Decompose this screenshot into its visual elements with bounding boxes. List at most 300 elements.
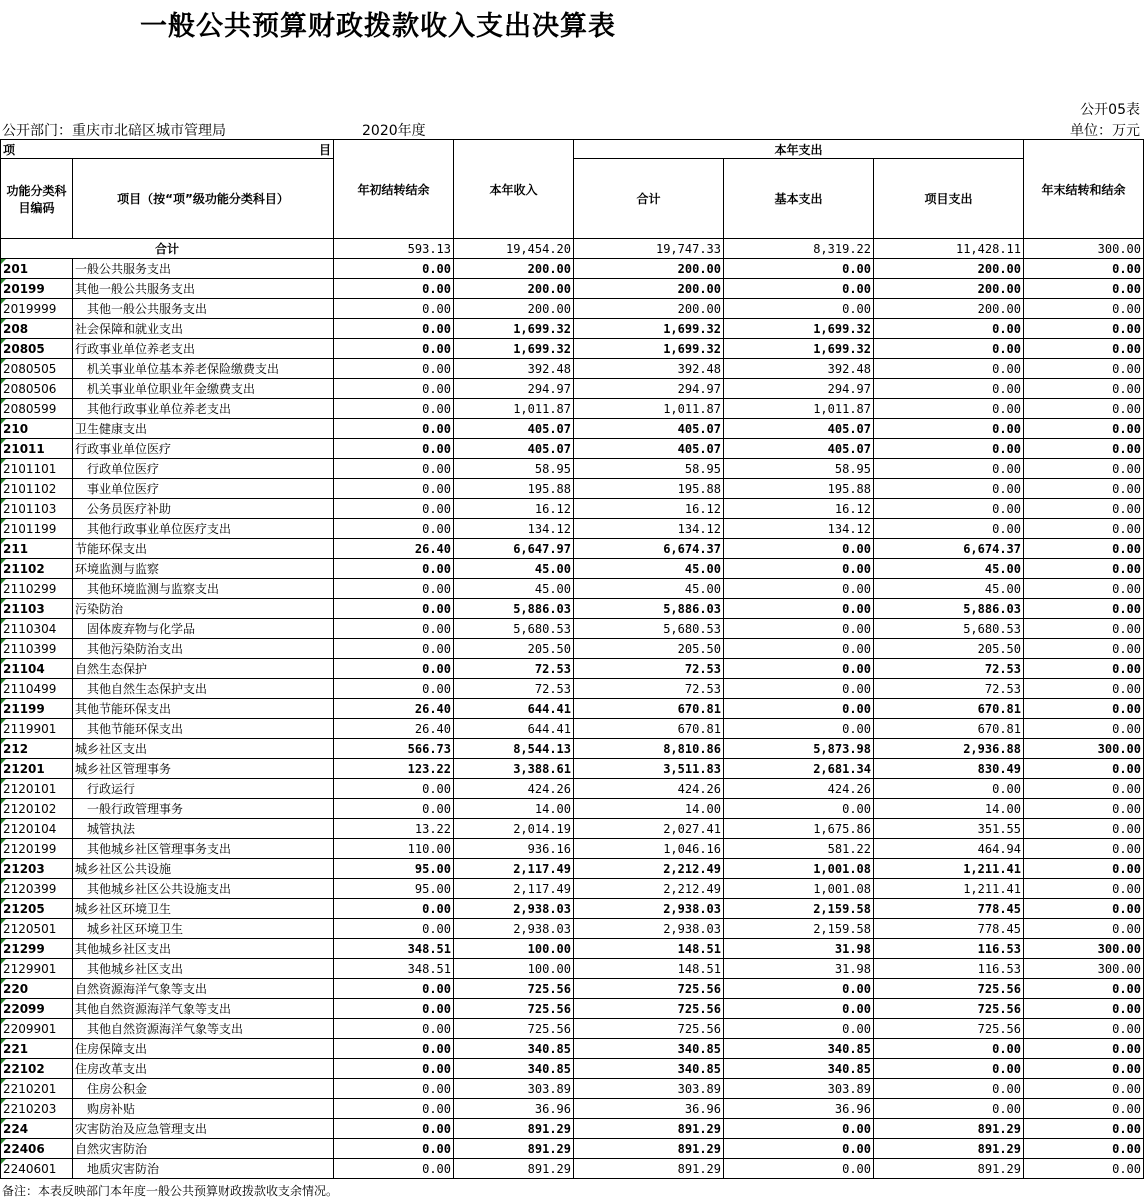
table-row <box>1 319 1144 339</box>
row-basic: 0.00 <box>724 299 874 319</box>
row-basic: 0.00 <box>724 679 874 699</box>
row-expend-total: 670.81 <box>574 719 724 739</box>
row-income: 294.97 <box>454 379 574 399</box>
row-expend-total: 148.51 <box>574 939 724 959</box>
row-expend-total: 1,011.87 <box>574 399 724 419</box>
row-income: 1,699.32 <box>454 339 574 359</box>
row-name: 一般行政管理事务 <box>73 799 334 819</box>
row-basic: 340.85 <box>724 1039 874 1059</box>
row-code: 22406 <box>1 1139 73 1159</box>
row-project: 778.45 <box>874 899 1024 919</box>
row-income: 340.85 <box>454 1059 574 1079</box>
row-expend-total: 45.00 <box>574 559 724 579</box>
row-end-balance: 0.00 <box>1024 1159 1144 1179</box>
row-name: 自然生态保护 <box>73 659 334 679</box>
row-income: 58.95 <box>454 459 574 479</box>
row-expend-total: 2,212.49 <box>574 879 724 899</box>
row-begin-balance: 0.00 <box>334 479 454 499</box>
row-end-balance: 0.00 <box>1024 1019 1144 1039</box>
table-row <box>1 1119 1144 1139</box>
row-begin-balance: 0.00 <box>334 259 454 279</box>
row-begin-balance: 0.00 <box>334 419 454 439</box>
row-end-balance: 0.00 <box>1024 459 1144 479</box>
row-project: 0.00 <box>874 779 1024 799</box>
row-end-balance: 300.00 <box>1024 739 1144 759</box>
table-row <box>1 699 1144 719</box>
row-code: 210 <box>1 419 73 439</box>
row-income: 405.07 <box>454 419 574 439</box>
row-end-balance: 0.00 <box>1024 439 1144 459</box>
row-basic: 0.00 <box>724 279 874 299</box>
row-basic: 0.00 <box>724 659 874 679</box>
row-begin-balance: 0.00 <box>334 919 454 939</box>
table-row <box>1 399 1144 419</box>
row-name: 环境监测与监察 <box>73 559 334 579</box>
table-row <box>1 939 1144 959</box>
row-basic: 581.22 <box>724 839 874 859</box>
row-project: 0.00 <box>874 519 1024 539</box>
row-code: 2210201 <box>1 1079 73 1099</box>
row-name: 住房保障支出 <box>73 1039 334 1059</box>
row-project: 464.94 <box>874 839 1024 859</box>
row-income: 45.00 <box>454 559 574 579</box>
row-income: 1,011.87 <box>454 399 574 419</box>
row-end-balance: 0.00 <box>1024 1139 1144 1159</box>
row-code: 2209901 <box>1 1019 73 1039</box>
row-begin-balance: 13.22 <box>334 819 454 839</box>
row-income: 8,544.13 <box>454 739 574 759</box>
row-code: 21011 <box>1 439 73 459</box>
row-project: 778.45 <box>874 919 1024 939</box>
row-begin-balance: 0.00 <box>334 599 454 619</box>
row-end-balance: 0.00 <box>1024 319 1144 339</box>
row-name: 行政单位医疗 <box>73 459 334 479</box>
row-name: 事业单位医疗 <box>73 479 334 499</box>
row-basic: 0.00 <box>724 559 874 579</box>
row-code: 20805 <box>1 339 73 359</box>
row-project: 830.49 <box>874 759 1024 779</box>
row-income: 200.00 <box>454 299 574 319</box>
row-income: 200.00 <box>454 259 574 279</box>
row-name: 城乡社区环境卫生 <box>73 899 334 919</box>
row-project: 116.53 <box>874 939 1024 959</box>
row-begin-balance: 0.00 <box>334 639 454 659</box>
row-code: 2120501 <box>1 919 73 939</box>
row-expend-total: 5,886.03 <box>574 599 724 619</box>
row-code: 201 <box>1 259 73 279</box>
row-end-balance: 0.00 <box>1024 719 1144 739</box>
row-code: 2210203 <box>1 1099 73 1119</box>
row-basic: 0.00 <box>724 1159 874 1179</box>
row-name: 其他行政事业单位养老支出 <box>73 399 334 419</box>
row-basic: 0.00 <box>724 539 874 559</box>
row-income: 3,388.61 <box>454 759 574 779</box>
income-header: 本年收入 <box>454 140 574 239</box>
row-income: 36.96 <box>454 1099 574 1119</box>
row-end-balance: 0.00 <box>1024 659 1144 679</box>
row-expend-total: 405.07 <box>574 419 724 439</box>
total-project: 11,428.11 <box>874 239 1024 259</box>
row-expend-total: 36.96 <box>574 1099 724 1119</box>
row-code: 21104 <box>1 659 73 679</box>
row-income: 14.00 <box>454 799 574 819</box>
row-project: 670.81 <box>874 699 1024 719</box>
row-project: 0.00 <box>874 499 1024 519</box>
row-end-balance: 0.00 <box>1024 919 1144 939</box>
row-expend-total: 303.89 <box>574 1079 724 1099</box>
table-row <box>1 1159 1144 1179</box>
row-name: 住房改革支出 <box>73 1059 334 1079</box>
page-title: 一般公共预算财政拨款收入支出决算表 <box>140 11 616 42</box>
form-number: 公开05表 <box>1080 102 1140 118</box>
row-project: 725.56 <box>874 1019 1024 1039</box>
row-name: 灾害防治及应急管理支出 <box>73 1119 334 1139</box>
row-name: 其他城乡社区公共设施支出 <box>73 879 334 899</box>
row-income: 72.53 <box>454 659 574 679</box>
table-row <box>1 559 1144 579</box>
row-expend-total: 670.81 <box>574 699 724 719</box>
row-end-balance: 0.00 <box>1024 699 1144 719</box>
row-end-balance: 0.00 <box>1024 899 1144 919</box>
item-header-left: 项 <box>3 142 16 157</box>
row-end-balance: 0.00 <box>1024 599 1144 619</box>
row-expend-total: 200.00 <box>574 259 724 279</box>
row-basic: 1,001.08 <box>724 859 874 879</box>
row-begin-balance: 0.00 <box>334 1139 454 1159</box>
row-basic: 2,159.58 <box>724 919 874 939</box>
row-code: 2120104 <box>1 819 73 839</box>
row-income: 200.00 <box>454 279 574 299</box>
item-header <box>1 140 334 159</box>
row-income: 891.29 <box>454 1119 574 1139</box>
row-code: 2110304 <box>1 619 73 639</box>
row-expend-total: 2,938.03 <box>574 919 724 939</box>
row-name: 其他环境监测与监察支出 <box>73 579 334 599</box>
row-basic: 1,699.32 <box>724 319 874 339</box>
row-code: 220 <box>1 979 73 999</box>
row-expend-total: 725.56 <box>574 1019 724 1039</box>
row-basic: 1,699.32 <box>724 339 874 359</box>
row-begin-balance: 0.00 <box>334 319 454 339</box>
row-begin-balance: 26.40 <box>334 539 454 559</box>
table-row <box>1 739 1144 759</box>
table-row <box>1 719 1144 739</box>
row-expend-total: 2,212.49 <box>574 859 724 879</box>
row-name: 自然灾害防治 <box>73 1139 334 1159</box>
row-expend-total: 16.12 <box>574 499 724 519</box>
row-name: 其他节能环保支出 <box>73 719 334 739</box>
name-header: 项目（按“项”级功能分类科目） <box>73 159 334 239</box>
table-row <box>1 1039 1144 1059</box>
row-project: 200.00 <box>874 259 1024 279</box>
row-end-balance: 0.00 <box>1024 539 1144 559</box>
row-begin-balance: 566.73 <box>334 739 454 759</box>
row-expend-total: 58.95 <box>574 459 724 479</box>
row-expend-total: 405.07 <box>574 439 724 459</box>
row-income: 2,014.19 <box>454 819 574 839</box>
row-begin-balance: 0.00 <box>334 439 454 459</box>
row-expend-total: 195.88 <box>574 479 724 499</box>
row-expend-total: 2,027.41 <box>574 819 724 839</box>
code-header: 功能分类科目编码 <box>1 159 73 239</box>
unit-label: 单位：万元 <box>1070 123 1140 139</box>
row-code: 2110499 <box>1 679 73 699</box>
row-end-balance: 0.00 <box>1024 619 1144 639</box>
row-expend-total: 294.97 <box>574 379 724 399</box>
row-code: 2119901 <box>1 719 73 739</box>
row-begin-balance: 95.00 <box>334 859 454 879</box>
row-income: 16.12 <box>454 499 574 519</box>
total-income: 19,454.20 <box>454 239 574 259</box>
row-expend-total: 2,938.03 <box>574 899 724 919</box>
row-name: 行政事业单位医疗 <box>73 439 334 459</box>
row-begin-balance: 0.00 <box>334 799 454 819</box>
row-name: 行政运行 <box>73 779 334 799</box>
row-end-balance: 300.00 <box>1024 939 1144 959</box>
row-basic: 0.00 <box>724 719 874 739</box>
row-project: 1,211.41 <box>874 859 1024 879</box>
row-expend-total: 891.29 <box>574 1159 724 1179</box>
row-project: 0.00 <box>874 359 1024 379</box>
row-name: 公务员医疗补助 <box>73 499 334 519</box>
row-end-balance: 0.00 <box>1024 359 1144 379</box>
row-name: 其他一般公共服务支出 <box>73 299 334 319</box>
row-income: 1,699.32 <box>454 319 574 339</box>
row-income: 72.53 <box>454 679 574 699</box>
row-income: 195.88 <box>454 479 574 499</box>
table-row <box>1 839 1144 859</box>
row-begin-balance: 348.51 <box>334 959 454 979</box>
row-code: 2120101 <box>1 779 73 799</box>
row-begin-balance: 0.00 <box>334 619 454 639</box>
row-begin-balance: 0.00 <box>334 299 454 319</box>
row-project: 200.00 <box>874 299 1024 319</box>
row-name: 一般公共服务支出 <box>73 259 334 279</box>
total-begin-balance: 593.13 <box>334 239 454 259</box>
row-basic: 0.00 <box>724 599 874 619</box>
item-header-right: 目 <box>318 142 331 157</box>
table-row <box>1 299 1144 319</box>
row-begin-balance: 0.00 <box>334 1079 454 1099</box>
row-expend-total: 6,674.37 <box>574 539 724 559</box>
row-project: 891.29 <box>874 1119 1024 1139</box>
row-begin-balance: 0.00 <box>334 399 454 419</box>
row-expend-total: 134.12 <box>574 519 724 539</box>
row-expend-total: 392.48 <box>574 359 724 379</box>
row-end-balance: 0.00 <box>1024 979 1144 999</box>
row-begin-balance: 0.00 <box>334 1119 454 1139</box>
row-project: 725.56 <box>874 999 1024 1019</box>
row-end-balance: 0.00 <box>1024 419 1144 439</box>
row-project: 0.00 <box>874 399 1024 419</box>
row-project: 0.00 <box>874 319 1024 339</box>
row-code: 22102 <box>1 1059 73 1079</box>
row-expend-total: 45.00 <box>574 579 724 599</box>
row-end-balance: 300.00 <box>1024 959 1144 979</box>
row-income: 725.56 <box>454 1019 574 1039</box>
row-basic: 0.00 <box>724 999 874 1019</box>
row-code: 211 <box>1 539 73 559</box>
row-basic: 31.98 <box>724 939 874 959</box>
row-code: 2120399 <box>1 879 73 899</box>
row-basic: 405.07 <box>724 439 874 459</box>
row-expend-total: 725.56 <box>574 979 724 999</box>
table-row <box>1 519 1144 539</box>
row-begin-balance: 0.00 <box>334 679 454 699</box>
table-row <box>1 479 1144 499</box>
row-begin-balance: 0.00 <box>334 359 454 379</box>
basic-expend-header: 基本支出 <box>724 159 874 239</box>
row-basic: 424.26 <box>724 779 874 799</box>
row-income: 5,680.53 <box>454 619 574 639</box>
row-end-balance: 0.00 <box>1024 1059 1144 1079</box>
table-row <box>1 899 1144 919</box>
row-income: 424.26 <box>454 779 574 799</box>
row-code: 2101199 <box>1 519 73 539</box>
row-income: 2,938.03 <box>454 919 574 939</box>
row-project: 45.00 <box>874 559 1024 579</box>
row-basic: 392.48 <box>724 359 874 379</box>
row-code: 2110399 <box>1 639 73 659</box>
table-row <box>1 539 1144 559</box>
table-row <box>1 859 1144 879</box>
row-begin-balance: 0.00 <box>334 979 454 999</box>
row-expend-total: 891.29 <box>574 1119 724 1139</box>
row-project: 14.00 <box>874 799 1024 819</box>
row-income: 891.29 <box>454 1139 574 1159</box>
row-basic: 0.00 <box>724 799 874 819</box>
row-code: 224 <box>1 1119 73 1139</box>
table-row <box>1 659 1144 679</box>
row-code: 2129901 <box>1 959 73 979</box>
row-expend-total: 5,680.53 <box>574 619 724 639</box>
row-end-balance: 0.00 <box>1024 839 1144 859</box>
row-code: 221 <box>1 1039 73 1059</box>
row-code: 21103 <box>1 599 73 619</box>
row-income: 405.07 <box>454 439 574 459</box>
row-name: 行政事业单位养老支出 <box>73 339 334 359</box>
row-end-balance: 0.00 <box>1024 1039 1144 1059</box>
total-label: 合计 <box>1 239 334 259</box>
table-row <box>1 999 1144 1019</box>
row-basic: 2,159.58 <box>724 899 874 919</box>
row-expend-total: 200.00 <box>574 299 724 319</box>
row-name: 机关事业单位基本养老保险缴费支出 <box>73 359 334 379</box>
table-row <box>1 799 1144 819</box>
row-income: 891.29 <box>454 1159 574 1179</box>
row-begin-balance: 0.00 <box>334 1039 454 1059</box>
row-name: 城乡社区环境卫生 <box>73 919 334 939</box>
row-basic: 0.00 <box>724 639 874 659</box>
department-label: 公开部门：重庆市北碚区城市管理局 <box>2 123 226 139</box>
row-income: 5,886.03 <box>454 599 574 619</box>
row-name: 其他城乡社区管理事务支出 <box>73 839 334 859</box>
table-row <box>1 279 1144 299</box>
row-basic: 1,675.86 <box>724 819 874 839</box>
table-row <box>1 419 1144 439</box>
table-row <box>1 979 1144 999</box>
row-basic: 0.00 <box>724 1139 874 1159</box>
row-code: 2240601 <box>1 1159 73 1179</box>
table-row <box>1 619 1144 639</box>
row-code: 21205 <box>1 899 73 919</box>
footnote: 备注：本表反映部门本年度一般公共预算财政拨款收支余情况。 <box>2 1184 339 1198</box>
row-income: 392.48 <box>454 359 574 379</box>
row-project: 0.00 <box>874 339 1024 359</box>
row-income: 725.56 <box>454 979 574 999</box>
row-expend-total: 205.50 <box>574 639 724 659</box>
table-row <box>1 879 1144 899</box>
row-basic: 340.85 <box>724 1059 874 1079</box>
row-name: 卫生健康支出 <box>73 419 334 439</box>
row-project: 0.00 <box>874 1059 1024 1079</box>
row-basic: 0.00 <box>724 579 874 599</box>
row-expend-total: 148.51 <box>574 959 724 979</box>
row-project: 0.00 <box>874 479 1024 499</box>
row-end-balance: 0.00 <box>1024 299 1144 319</box>
row-income: 644.41 <box>454 719 574 739</box>
table-row <box>1 1139 1144 1159</box>
row-begin-balance: 0.00 <box>334 559 454 579</box>
row-end-balance: 0.00 <box>1024 879 1144 899</box>
row-basic: 16.12 <box>724 499 874 519</box>
row-begin-balance: 0.00 <box>334 339 454 359</box>
row-income: 2,938.03 <box>454 899 574 919</box>
row-basic: 0.00 <box>724 619 874 639</box>
row-income: 303.89 <box>454 1079 574 1099</box>
row-code: 21203 <box>1 859 73 879</box>
row-expend-total: 1,046.16 <box>574 839 724 859</box>
row-expend-total: 340.85 <box>574 1039 724 1059</box>
row-begin-balance: 0.00 <box>334 459 454 479</box>
row-project: 0.00 <box>874 1099 1024 1119</box>
row-project: 5,886.03 <box>874 599 1024 619</box>
row-expend-total: 72.53 <box>574 679 724 699</box>
row-begin-balance: 0.00 <box>334 999 454 1019</box>
row-name: 自然资源海洋气象等支出 <box>73 979 334 999</box>
row-project: 725.56 <box>874 979 1024 999</box>
row-project: 0.00 <box>874 439 1024 459</box>
table-row <box>1 599 1144 619</box>
row-code: 22099 <box>1 999 73 1019</box>
row-project: 0.00 <box>874 379 1024 399</box>
row-begin-balance: 0.00 <box>334 1059 454 1079</box>
row-end-balance: 0.00 <box>1024 679 1144 699</box>
row-basic: 303.89 <box>724 1079 874 1099</box>
row-expend-total: 200.00 <box>574 279 724 299</box>
total-end-balance: 300.00 <box>1024 239 1144 259</box>
row-name: 其他自然生态保护支出 <box>73 679 334 699</box>
row-name: 城管执法 <box>73 819 334 839</box>
table-row <box>1 759 1144 779</box>
row-income: 100.00 <box>454 959 574 979</box>
row-end-balance: 0.00 <box>1024 519 1144 539</box>
row-begin-balance: 0.00 <box>334 1159 454 1179</box>
table-row <box>1 439 1144 459</box>
row-name: 住房公积金 <box>73 1079 334 1099</box>
row-begin-balance: 26.40 <box>334 699 454 719</box>
expend-group-header: 本年支出 <box>574 140 1024 159</box>
table-row <box>1 819 1144 839</box>
row-name: 其他节能环保支出 <box>73 699 334 719</box>
row-end-balance: 0.00 <box>1024 1099 1144 1119</box>
row-project: 72.53 <box>874 659 1024 679</box>
row-income: 2,117.49 <box>454 859 574 879</box>
row-basic: 58.95 <box>724 459 874 479</box>
row-end-balance: 0.00 <box>1024 999 1144 1019</box>
row-code: 208 <box>1 319 73 339</box>
row-code: 2101102 <box>1 479 73 499</box>
